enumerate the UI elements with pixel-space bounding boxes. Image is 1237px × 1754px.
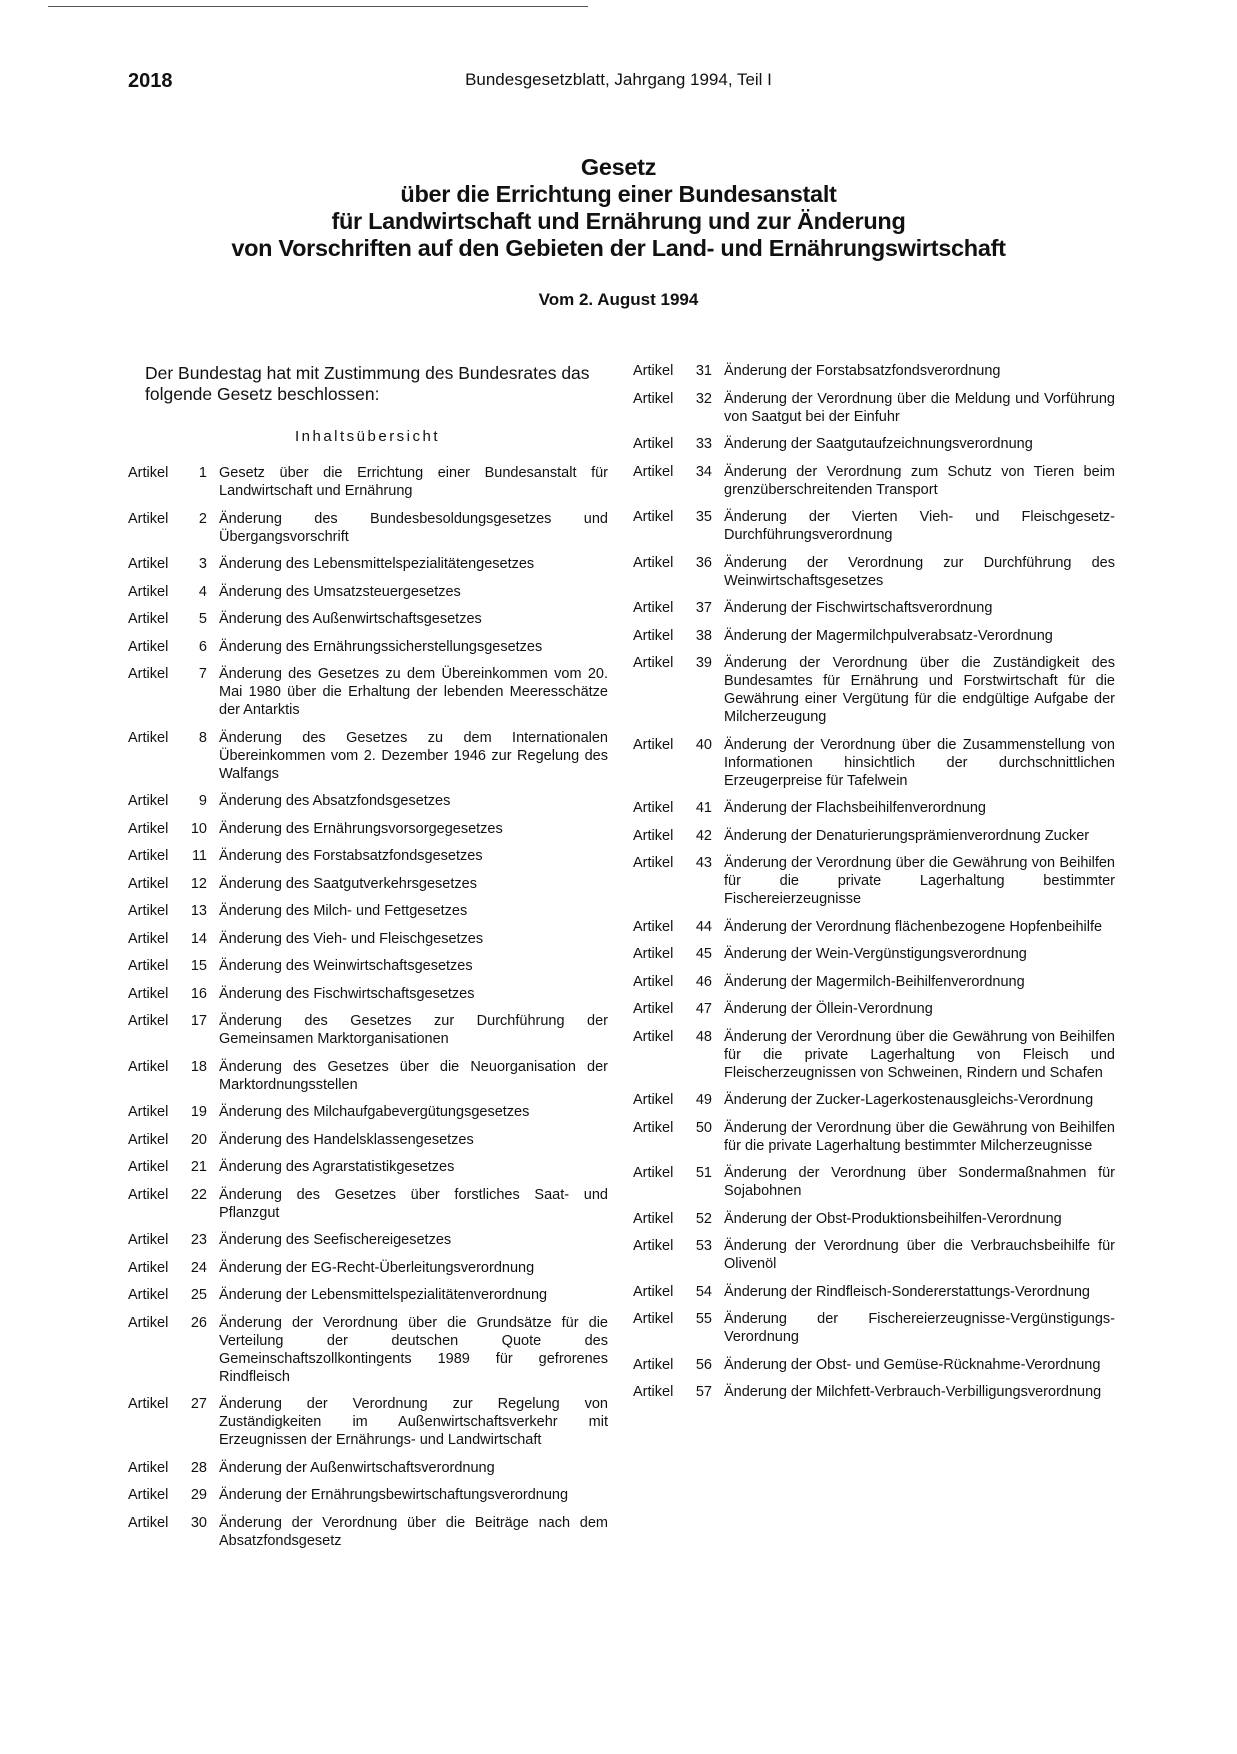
article-number: 32 [695, 390, 712, 407]
article-label: Artikel [128, 666, 169, 682]
article-title: Änderung der Vierten Vieh- und Fleischgesetz-Durchführungsverordnung [724, 509, 1115, 543]
toc-entry [633, 1210, 1115, 1228]
article-title: Änderung des Ernährungssicherstellungsgesetzes [219, 638, 543, 655]
article-title: Änderung der Verordnung zur Regelung von Zuständigkeiten im Außenwirtschaftsverkehr mit Erzeugnissen der Ernährungs- und Landwirtschaft [219, 1396, 608, 1448]
toc-entry [633, 1356, 1115, 1374]
article-title: Änderung der Verordnung über die Zuständigkeit des Bundesamtes für Ernährung und Forstwirtschaft für die Gewährung einer Vergütung für die endgültige Aufgabe der Milcherzeugung [724, 655, 1115, 725]
article-title: Änderung der Öllein-Verordnung [724, 1001, 933, 1017]
toc-column-left [128, 464, 608, 1559]
toc-entry [633, 627, 1115, 645]
article-number: 9 [198, 793, 207, 809]
article-title: Änderung der Fischwirtschaftsverordnung [724, 600, 993, 616]
article-label: Artikel [128, 1487, 169, 1503]
article-title: Änderung des Umsatzsteuergesetzes [219, 583, 461, 600]
article-number: 40 [695, 736, 712, 753]
article-number: 57 [695, 1384, 712, 1400]
toc-entry [128, 555, 608, 573]
toc-entry [128, 1058, 608, 1094]
article-number: 34 [695, 463, 712, 480]
article-title: Änderung der Zucker-Lagerkostenausgleichs-Verordnung [724, 1092, 1094, 1108]
article-title: Änderung des Saatgutverkehrsgesetzes [219, 875, 477, 892]
article-label: Artikel [633, 554, 674, 571]
article-title: Änderung des Forstabsatzfondsgesetzes [219, 848, 483, 864]
toc-entry [128, 583, 608, 601]
article-title: Änderung der Verordnung über die Gewährung von Beihilfen für die private Lagerhaltung bestimmter Milcherzeugnisse [724, 1119, 1115, 1154]
toc-entry [633, 463, 1115, 499]
article-label: Artikel [633, 1092, 674, 1108]
article-number: 15 [190, 958, 207, 974]
article-title: Änderung der Verordnung zum Schutz von Tieren beim grenzüberschreitenden Transport [724, 463, 1115, 498]
article-title: Änderung des Gesetzes über forstliches Saat- und Pflanzgut [219, 1186, 608, 1221]
article-title: Änderung der Magermilchpulverabsatz-Verordnung [724, 627, 1053, 644]
article-label: Artikel [633, 1119, 674, 1136]
article-number: 2 [198, 510, 207, 527]
article-number: 37 [695, 600, 712, 616]
toc-entry [633, 1119, 1115, 1155]
article-title: Änderung der Forstabsatzfondsverordnung [724, 363, 1001, 379]
toc-entry [633, 1028, 1115, 1082]
article-label: Artikel [128, 638, 169, 655]
toc-entry [128, 902, 608, 920]
running-header: Bundesgesetzblatt, Jahrgang 1994, Teil I [465, 70, 772, 89]
article-title: Änderung der Obst- und Gemüse-Rücknahme-Verordnung [724, 1356, 1101, 1373]
article-number: 8 [198, 729, 207, 746]
toc-entry [128, 1186, 608, 1222]
article-title: Änderung des Milch- und Fettgesetzes [219, 903, 468, 919]
article-number: 52 [695, 1210, 712, 1227]
article-label: Artikel [128, 1259, 169, 1276]
article-title: Änderung des Gesetzes zu dem Übereinkommen vom 20. Mai 1980 über die Erhaltung der lebenden Meeresschätze der Antarktis [219, 666, 608, 718]
article-number: 38 [695, 627, 712, 644]
toc-entry [128, 464, 608, 500]
law-title [0, 154, 1237, 262]
article-number: 3 [198, 556, 207, 572]
article-title: Änderung des Bundesbesoldungsgesetzes und Übergangsvorschrift [219, 510, 608, 545]
article-number: 44 [695, 918, 712, 935]
article-number: 22 [190, 1186, 207, 1203]
article-label: Artikel [128, 903, 169, 919]
article-title: Änderung des Absatzfondsgesetzes [219, 793, 451, 809]
toc-entry [128, 847, 608, 865]
article-number: 5 [198, 611, 207, 627]
article-number: 10 [190, 820, 207, 837]
article-number: 43 [695, 855, 712, 871]
article-number: 53 [695, 1238, 712, 1254]
article-title: Änderung des Fischwirtschaftsgesetzes [219, 985, 475, 1002]
article-label: Artikel [128, 875, 169, 892]
article-label: Artikel [128, 930, 169, 947]
article-title: Änderung des Außenwirtschaftsgesetzes [219, 611, 482, 627]
toc-entry [633, 1237, 1115, 1273]
article-number: 51 [695, 1165, 712, 1181]
article-number: 17 [190, 1013, 207, 1029]
article-label: Artikel [633, 600, 674, 616]
article-title: Änderung der Verordnung über die Gewährung von Beihilfen für die private Lagerhaltung bestimmter Fischereierzeugnisse [724, 855, 1115, 907]
article-title: Änderung des Milchaufgabevergütungsgesetzes [219, 1104, 530, 1120]
article-title: Änderung der Ernährungsbewirtschaftungsverordnung [219, 1487, 569, 1503]
toc-entry [633, 599, 1115, 617]
article-label: Artikel [128, 1232, 169, 1248]
article-number: 41 [695, 800, 712, 816]
toc-entry [128, 510, 608, 546]
article-number: 49 [695, 1092, 712, 1108]
article-number: 46 [695, 973, 712, 990]
article-number: 29 [190, 1487, 207, 1503]
article-label: Artikel [128, 1013, 169, 1029]
article-number: 47 [695, 1001, 712, 1017]
article-number: 48 [695, 1028, 712, 1045]
article-label: Artikel [128, 583, 169, 600]
article-number: 21 [190, 1159, 207, 1175]
article-label: Artikel [633, 1283, 674, 1300]
article-title: Änderung der Verordnung über Sondermaßnahmen für Sojabohnen [724, 1165, 1115, 1199]
article-number: 24 [190, 1259, 207, 1276]
article-label: Artikel [633, 1311, 674, 1327]
toc-entry [633, 654, 1115, 726]
article-number: 12 [190, 875, 207, 892]
article-label: Artikel [633, 1356, 674, 1373]
top-rule [48, 6, 588, 7]
article-title: Änderung der EG-Recht-Überleitungsverordnung [219, 1259, 535, 1276]
article-number: 16 [190, 985, 207, 1002]
toc-entry [633, 362, 1115, 380]
article-title: Änderung der Verordnung über die Beiträge nach dem Absatzfondsgesetz [219, 1514, 608, 1549]
toc-entry [633, 1310, 1115, 1346]
article-number: 23 [190, 1232, 207, 1248]
article-title: Änderung der Saatgutaufzeichnungsverordnung [724, 436, 1033, 452]
toc-entry [128, 1459, 608, 1477]
article-number: 35 [695, 509, 712, 525]
article-label: Artikel [633, 463, 674, 480]
article-label: Artikel [633, 1238, 674, 1254]
article-title: Gesetz über die Errichtung einer Bundesanstalt für Landwirtschaft und Ernährung [219, 465, 608, 499]
toc-entry [633, 827, 1115, 845]
toc-entry [633, 945, 1115, 963]
toc-entry [633, 390, 1115, 426]
article-title: Änderung des Seefischereigesetzes [219, 1232, 452, 1248]
law-date: Vom 2. August 1994 [538, 290, 699, 309]
article-label: Artikel [633, 855, 674, 871]
article-number: 30 [190, 1514, 207, 1531]
article-number: 20 [190, 1131, 207, 1148]
article-number: 45 [695, 946, 712, 962]
article-label: Artikel [128, 958, 169, 974]
article-label: Artikel [128, 1131, 169, 1148]
toc-entry [633, 1000, 1115, 1018]
article-label: Artikel [128, 793, 169, 809]
toc-entry [128, 729, 608, 783]
article-number: 36 [695, 554, 712, 571]
article-title: Änderung der Obst-Produktionsbeihilfen-Verordnung [724, 1210, 1062, 1227]
article-title: Änderung der Verordnung über die Grundsätze für die Verteilung der deutschen Quote des Gemeinschaftszollkontingents 1989 für gefrorenes Rindfleisch [219, 1314, 608, 1385]
article-number: 33 [695, 436, 712, 452]
article-number: 18 [190, 1058, 207, 1075]
toc-column-right [633, 362, 1115, 1411]
article-label: Artikel [633, 390, 674, 407]
article-label: Artikel [128, 1186, 169, 1203]
toc-entry [128, 1395, 608, 1449]
article-label: Artikel [128, 556, 169, 572]
article-label: Artikel [128, 729, 169, 746]
toc-entry [128, 1231, 608, 1249]
article-label: Artikel [633, 946, 674, 962]
article-label: Artikel [128, 820, 169, 837]
article-label: Artikel [128, 1314, 169, 1331]
article-label: Artikel [633, 363, 674, 379]
toc-entry [633, 1283, 1115, 1301]
article-number: 19 [190, 1104, 207, 1120]
article-label: Artikel [633, 509, 674, 525]
article-number: 39 [695, 655, 712, 671]
article-number: 6 [198, 638, 207, 655]
toc-entry [128, 930, 608, 948]
toc-entry [128, 985, 608, 1003]
article-label: Artikel [128, 1396, 169, 1412]
article-title: Änderung der Magermilch-Beihilfenverordnung [724, 973, 1025, 990]
article-label: Artikel [128, 1104, 169, 1120]
toc-entry [128, 1514, 608, 1550]
article-number: 26 [190, 1314, 207, 1331]
toc-entry [128, 1314, 608, 1386]
article-title: Änderung des Weinwirtschaftsgesetzes [219, 958, 473, 974]
article-title: Änderung der Milchfett-Verbrauch-Verbilligungsverordnung [724, 1384, 1102, 1400]
article-title: Änderung der Denaturierungsprämienverordnung Zucker [724, 827, 1090, 844]
toc-entry [633, 854, 1115, 908]
article-title: Änderung der Außenwirtschaftsverordnung [219, 1459, 495, 1476]
article-title: Änderung der Lebensmittelspezialitätenverordnung [219, 1287, 548, 1303]
article-label: Artikel [633, 736, 674, 753]
article-label: Artikel [128, 1058, 169, 1075]
article-title: Änderung der Flachsbeihilfenverordnung [724, 800, 986, 816]
article-number: 13 [190, 903, 207, 919]
article-label: Artikel [128, 848, 169, 864]
article-label: Artikel [633, 627, 674, 644]
article-number: 55 [695, 1311, 712, 1327]
article-label: Artikel [128, 1159, 169, 1175]
article-title: Änderung der Verordnung flächenbezogene Hopfenbeihilfe [724, 918, 1103, 935]
article-title: Änderung des Agrarstatistikgesetzes [219, 1159, 455, 1175]
toc-entry [633, 435, 1115, 453]
article-number: 54 [695, 1283, 712, 1300]
toc-entry [128, 1012, 608, 1048]
article-number: 42 [695, 827, 712, 844]
title-line: über die Errichtung einer Bundesanstalt [400, 181, 837, 207]
toc-entry [128, 1286, 608, 1304]
article-label: Artikel [633, 655, 674, 671]
article-number: 25 [190, 1287, 207, 1303]
article-title: Änderung des Ernährungsvorsorgegesetzes [219, 820, 503, 837]
toc-entry [128, 610, 608, 628]
page-number: 2018 [128, 70, 173, 92]
toc-entry [128, 1486, 608, 1504]
article-title: Änderung des Handelsklassengesetzes [219, 1131, 474, 1148]
article-title: Änderung des Vieh- und Fleischgesetzes [219, 930, 484, 947]
article-label: Artikel [633, 1384, 674, 1400]
article-label: Artikel [128, 611, 169, 627]
article-title: Änderung der Verordnung über die Zusammenstellung von Informationen hinsichtlich der durchschnittlichen Erzeugerpreise für Tafelwein [724, 736, 1115, 789]
article-label: Artikel [633, 1001, 674, 1017]
article-label: Artikel [633, 973, 674, 990]
toc-entry [128, 792, 608, 810]
article-label: Artikel [128, 1287, 169, 1303]
article-label: Artikel [128, 985, 169, 1002]
toc-entry [128, 638, 608, 656]
article-label: Artikel [633, 436, 674, 452]
article-label: Artikel [128, 1459, 169, 1476]
toc-entry [128, 875, 608, 893]
article-number: 56 [695, 1356, 712, 1373]
title-line: von Vorschriften auf den Gebieten der Land- und Ernährungswirtschaft [231, 235, 1006, 261]
article-number: 11 [191, 848, 207, 864]
article-number: 28 [190, 1459, 207, 1476]
article-title: Änderung des Lebensmittelspezialitätengesetzes [219, 556, 535, 572]
article-title: Änderung der Fischereierzeugnisse-Vergünstigungs-Verordnung [724, 1311, 1115, 1345]
article-label: Artikel [128, 1514, 169, 1531]
toc-entry [128, 957, 608, 975]
toc-entry [633, 973, 1115, 991]
toc-entry [128, 1158, 608, 1176]
article-number: 4 [198, 583, 207, 600]
toc-entry [128, 820, 608, 838]
article-title: Änderung der Verordnung über die Verbrauchsbeihilfe für Olivenöl [724, 1238, 1115, 1272]
article-label: Artikel [633, 827, 674, 844]
article-label: Artikel [633, 1165, 674, 1181]
article-title: Änderung der Verordnung zur Durchführung des Weinwirtschaftsgesetzes [724, 554, 1115, 589]
article-number: 7 [198, 666, 207, 682]
article-title: Änderung der Verordnung über die Gewährung von Beihilfen für die private Lagerhaltung von Fleisch und Fleischerzeugnissen von Schweinen, Rindern und Schafen [724, 1028, 1115, 1081]
article-number: 50 [695, 1119, 712, 1136]
article-label: Artikel [128, 465, 169, 481]
article-number: 1 [198, 465, 207, 481]
article-label: Artikel [633, 1028, 674, 1045]
toc-entry [128, 1259, 608, 1277]
article-title: Änderung der Verordnung über die Meldung und Vorführung von Saatgut bei der Einfuhr [724, 390, 1115, 425]
title-line: für Landwirtschaft und Ernährung und zur Änderung [331, 208, 906, 234]
article-number: 14 [190, 930, 207, 947]
article-title: Änderung der Wein-Vergünstigungsverordnung [724, 946, 1027, 962]
article-number: 31 [695, 363, 712, 379]
toc-entry [633, 1091, 1115, 1109]
toc-entry [128, 665, 608, 719]
toc-entry [633, 508, 1115, 544]
toc-entry [633, 799, 1115, 817]
article-title: Änderung des Gesetzes zur Durchführung der Gemeinsamen Marktorganisationen [219, 1013, 608, 1047]
toc-entry [633, 554, 1115, 590]
toc-entry [633, 918, 1115, 936]
toc-heading: Inhaltsübersicht [294, 428, 441, 445]
article-label: Artikel [128, 510, 169, 527]
toc-entry [633, 1383, 1115, 1401]
toc-entry [128, 1103, 608, 1121]
article-label: Artikel [633, 1210, 674, 1227]
article-label: Artikel [633, 800, 674, 816]
toc-entry [633, 736, 1115, 790]
article-title: Änderung des Gesetzes zu dem Internationalen Übereinkommen vom 2. Dezember 1946 zur Regelung des Walfangs [219, 729, 608, 782]
toc-entry [633, 1164, 1115, 1200]
title-line: Gesetz [580, 154, 657, 180]
article-label: Artikel [633, 918, 674, 935]
toc-entry [128, 1131, 608, 1149]
preamble: Der Bundestag hat mit Zustimmung des Bundesrates das folgende Gesetz beschlossen: [145, 363, 590, 404]
article-title: Änderung des Gesetzes über die Neuorganisation der Marktordnungsstellen [219, 1058, 608, 1093]
article-number: 27 [190, 1396, 207, 1412]
article-title: Änderung der Rindfleisch-Sondererstattungs-Verordnung [724, 1283, 1090, 1300]
